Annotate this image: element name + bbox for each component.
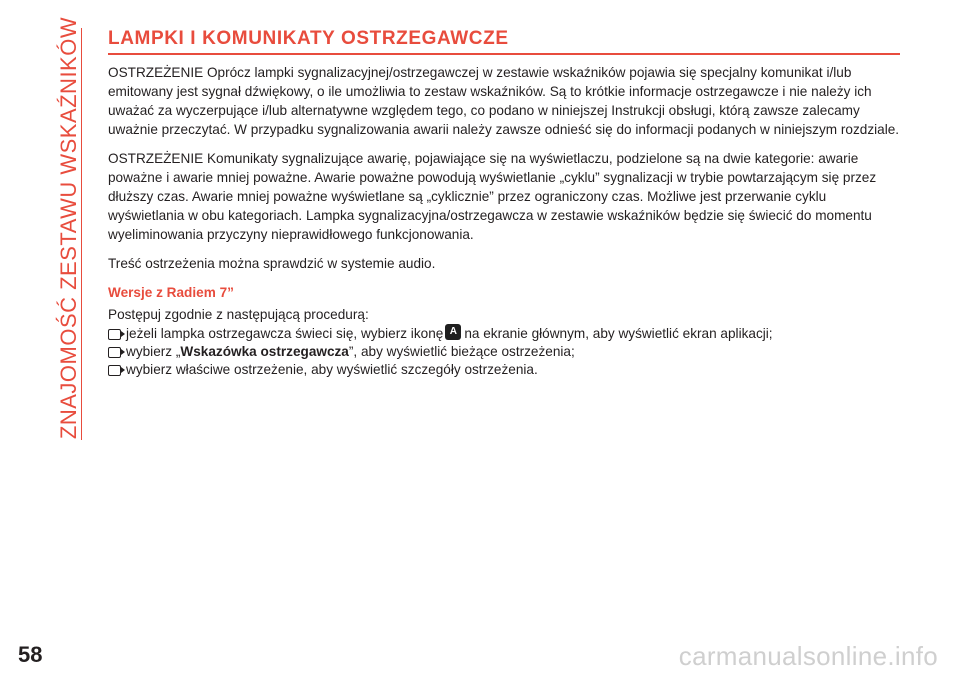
sidebar-chapter-title [54, 18, 84, 438]
section-title: LAMPKI I KOMUNIKATY OSTRZEGAWCZE [108, 28, 900, 55]
arrow-bullet-icon [108, 365, 121, 376]
step-text-after: na ekranie głównym, aby wyświetlić ekran aplikacji; [464, 326, 773, 341]
procedure-steps [108, 325, 900, 379]
arrow-bullet-icon [108, 347, 121, 358]
sidebar-chapter-title-text: ZNAJOMOŚĆ ZESTAWU WSKAŹNIKÓW [56, 16, 81, 440]
version-subheading: Wersje z Radiem 7” [108, 285, 234, 300]
audio-note-paragraph: Treść ostrzeżenia można sprawdzić w systemie audio. [108, 256, 436, 271]
main-content [108, 28, 900, 379]
step-text-bold: Wskazówka ostrzegawcza [180, 344, 349, 359]
step-text-before: jeżeli lampka ostrzegawcza świeci się, wybierz ikonę [126, 326, 444, 341]
step-text-after: ”, aby wyświetlić bieżące ostrzeżenia; [348, 344, 575, 359]
arrow-bullet-icon [108, 329, 121, 340]
page-number: 58 [18, 642, 43, 667]
procedure-step [108, 325, 900, 343]
warning-paragraph-2: OSTRZEŻENIE Komunikaty sygnalizujące awarię, pojawiające się na wyświetlaczu, podzielone są na dwie kategorie: awarie poważne i awarie mniej poważne. Awarie poważne powodują wyświetlanie „cyklu” sygnalizacji w trybie powtarzającym się przez dłuższy czas. Awarie mniej poważne wyświetlane są „cyklicznie” przez ograniczony czas. Możliwe jest przerwanie cyklu wyświetlania w obu kategoriach. Lampka sygnalizacyjna/ostrzegawcza w zestawie wskaźników będzie się świecić do momentu wyeliminowania przyczyny nieprawidłowego funkcjonowania. [108, 151, 877, 242]
step-text-before: wybierz „ [126, 344, 181, 359]
step-text-before: wybierz właściwe ostrzeżenie, aby wyświetlić szczegóły ostrzeżenia. [126, 362, 538, 377]
procedure-intro: Postępuj zgodnie z następującą procedurą: [108, 307, 369, 322]
warning-paragraph-1: OSTRZEŻENIE Oprócz lampki sygnalizacyjnej/ostrzegawczej w zestawie wskaźników pojawia się specjalny komunikat i/lub emitowany jest sygnał dźwiękowy, o ile umożliwia to zestaw wskaźników. Są to krótkie informacje ostrzegawcze i nie należy ich uważać za wyczerpujące i/lub alternatywne względem tego, co podano w niniejszej Instrukcji obsługi, którą zawsze zalecamy uważnie przeczytać. W przypadku sygnalizowania awarii należy zawsze odnieść się do informacji podanych w niniejszym rozdziale. [108, 65, 900, 137]
watermark: carmanualsonline.info [678, 641, 938, 671]
procedure-step [108, 343, 900, 361]
procedure-step [108, 361, 900, 379]
sidebar-divider [81, 28, 82, 440]
warning-app-icon: A [445, 324, 461, 340]
